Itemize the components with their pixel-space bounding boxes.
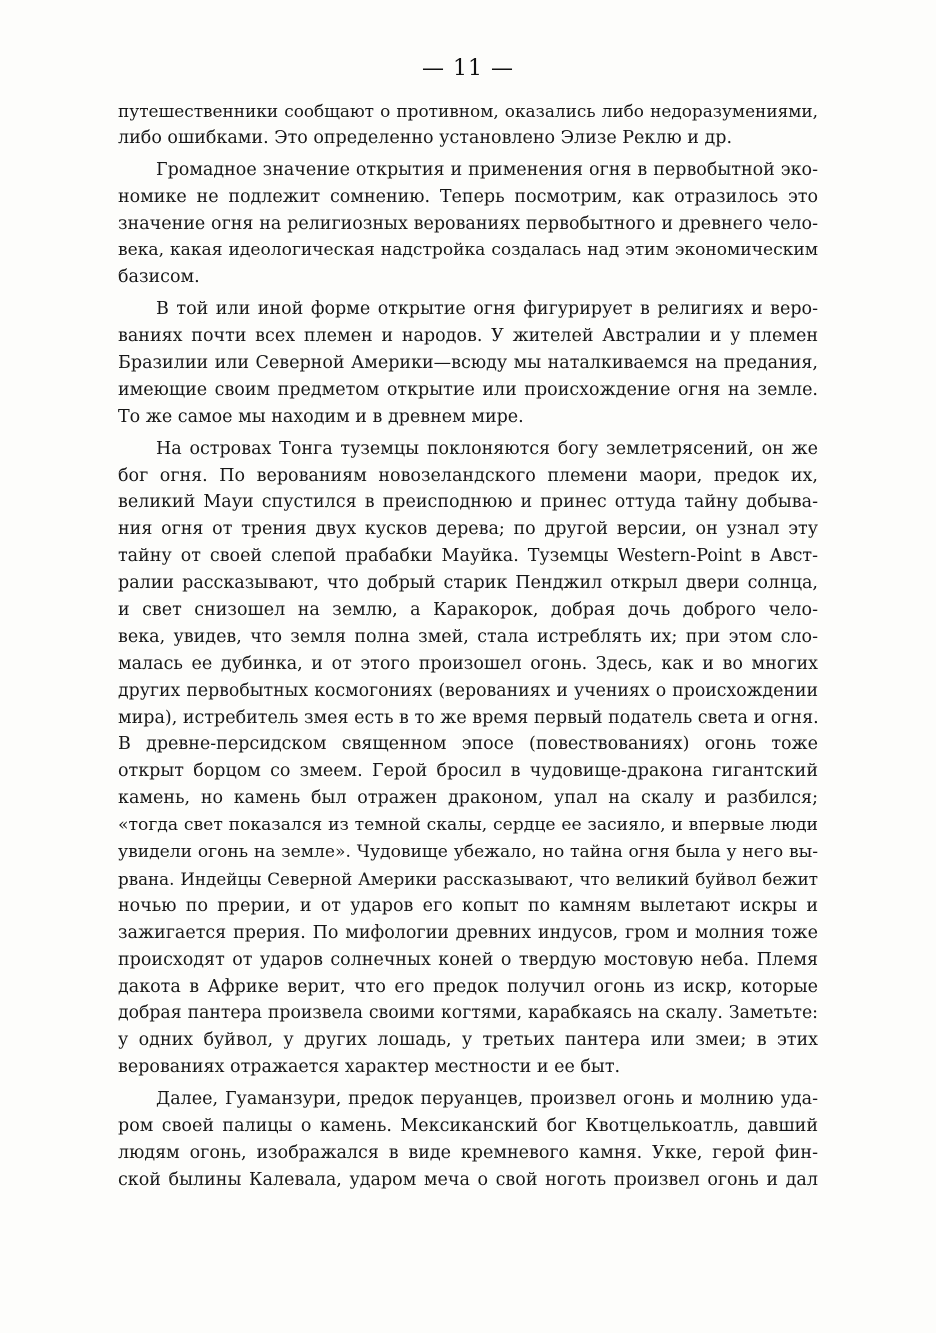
text-line: значение огня на религиозных верованиях первобытного и древнего чело-: [118, 213, 818, 234]
text-line: тайну от своей слепой прабабки Мауйка. Туземцы Western-Point в Авст-: [118, 546, 818, 567]
text-line: открыт борцом со змеем. Герой бросил в чудовище-дракона гигантский: [118, 761, 818, 782]
text-line: ром своей палицы о камень. Мексиканский бог Квотцелькоатль, давший: [118, 1115, 818, 1136]
text-line: Далее, Гуаманзури, предок перуанцев, произвел огонь и молнию уда-: [156, 1089, 818, 1110]
text-line: у одних буйвол, у других лошадь, у третьих пантера или змеи; в этих: [118, 1030, 818, 1051]
paragraph: [118, 436, 818, 1081]
text-line: мира), истребитель змея есть в то же время первый податель света и огня.: [118, 707, 819, 728]
text-line: То же самое мы находим и в древнем мире.: [118, 406, 524, 427]
text-line: ралии рассказывают, что добрый старик Пенджил открыл двери солнца,: [118, 573, 818, 594]
text-line: В той или иной форме открытие огня фигурирует в религиях и веро-: [156, 299, 818, 320]
text-line: людям огонь, изображался в виде кремневого камня. Укке, герой фин-: [118, 1142, 818, 1163]
text-line: В древне-персидском священном эпосе (повествованиях) огонь тоже: [118, 734, 818, 755]
text-line: На островах Тонга туземцы поклоняются богу землетрясений, он же: [156, 438, 818, 459]
text-line: «тогда свет показался из темной скалы, сердце ее засияло, и впервые люди: [118, 815, 818, 836]
text-line: века, увидев, что земля полна змей, стала истреблять их; при этом сло-: [118, 626, 818, 647]
text-line: малась ее дубинка, и от этого произошел огонь. Здесь, как и во многих: [118, 653, 818, 674]
text-line: века, какая идеологическая надстройка создалась над этим экономическим: [118, 240, 818, 261]
text-line: ваниях почти всех племен и народов. У жителей Австралии и у племен: [118, 326, 818, 347]
text-line: и свет снизошел на землю, а Каракорок, добрая дочь доброго чело-: [118, 600, 818, 621]
text-line: великий Мауи спустился в преисподнюю и принес оттуда тайну добыва-: [118, 492, 818, 513]
text-line: других первобытных космогониях (верованиях и учениях о происхождении: [118, 680, 818, 701]
text-line: увидели огонь на земле». Чудовище убежало, но тайна огня была у него вы-: [118, 842, 818, 863]
text-line: верованиях отражается характер местности и ее быт.: [118, 1057, 621, 1078]
text-line: ночью по прерии, и от ударов его копыт по камням вылетают искры и: [118, 895, 818, 916]
text-line: либо ошибками. Это определенно установлено Элизе Реклю и др.: [118, 127, 733, 148]
text-line: имеющие своим предметом открытие или происхождение огня на земле.: [118, 379, 818, 400]
text-line: бог огня. По верованиям новозеландского племени маори, предок их,: [118, 465, 818, 486]
text-line: добрая пантера произвела своими когтями, карабкаясь на скалу. Заметьте:: [118, 1003, 818, 1024]
text-line: рвана. Индейцы Северной Америки рассказывают, что великий буйвол бежит: [118, 868, 818, 889]
text-line: дакота в Африке верит, что его предок получил огонь из искр, которые: [118, 976, 818, 997]
text-line: путешественники сообщают о противном, оказались либо недоразумениями,: [118, 101, 818, 121]
paragraph: [118, 296, 818, 430]
page-number: — 11 —: [422, 56, 514, 81]
text-line: номике не подлежит сомнению. Теперь посмотрим, как отразилось это: [118, 186, 818, 207]
text-line: зажигается прерия. По мифологии древних индусов, гром и молния тоже: [118, 922, 818, 943]
text-line: ской былины Калевала, ударом меча о свой ноготь произвел огонь и дал: [118, 1169, 818, 1190]
page-text: [118, 98, 818, 1194]
text-line: Громадное значение открытия и применения огня в первобытной эко-: [156, 159, 818, 180]
text-line: базисом.: [118, 267, 200, 288]
text-line: камень, но камень был отражен драконом, упал на скалу и разбился;: [118, 788, 818, 809]
text-line: Бразилии или Северной Америки—всюду мы наталкиваемся на предания,: [118, 353, 818, 374]
text-line: происходят от ударов солнечных коней о твердую мостовую неба. Племя: [118, 949, 818, 970]
paragraph: [118, 157, 818, 291]
paragraph: [118, 98, 818, 152]
text-line: ния огня от трения двух кусков дерева; по другой версии, он узнал эту: [118, 519, 818, 540]
paragraph: [118, 1086, 818, 1194]
